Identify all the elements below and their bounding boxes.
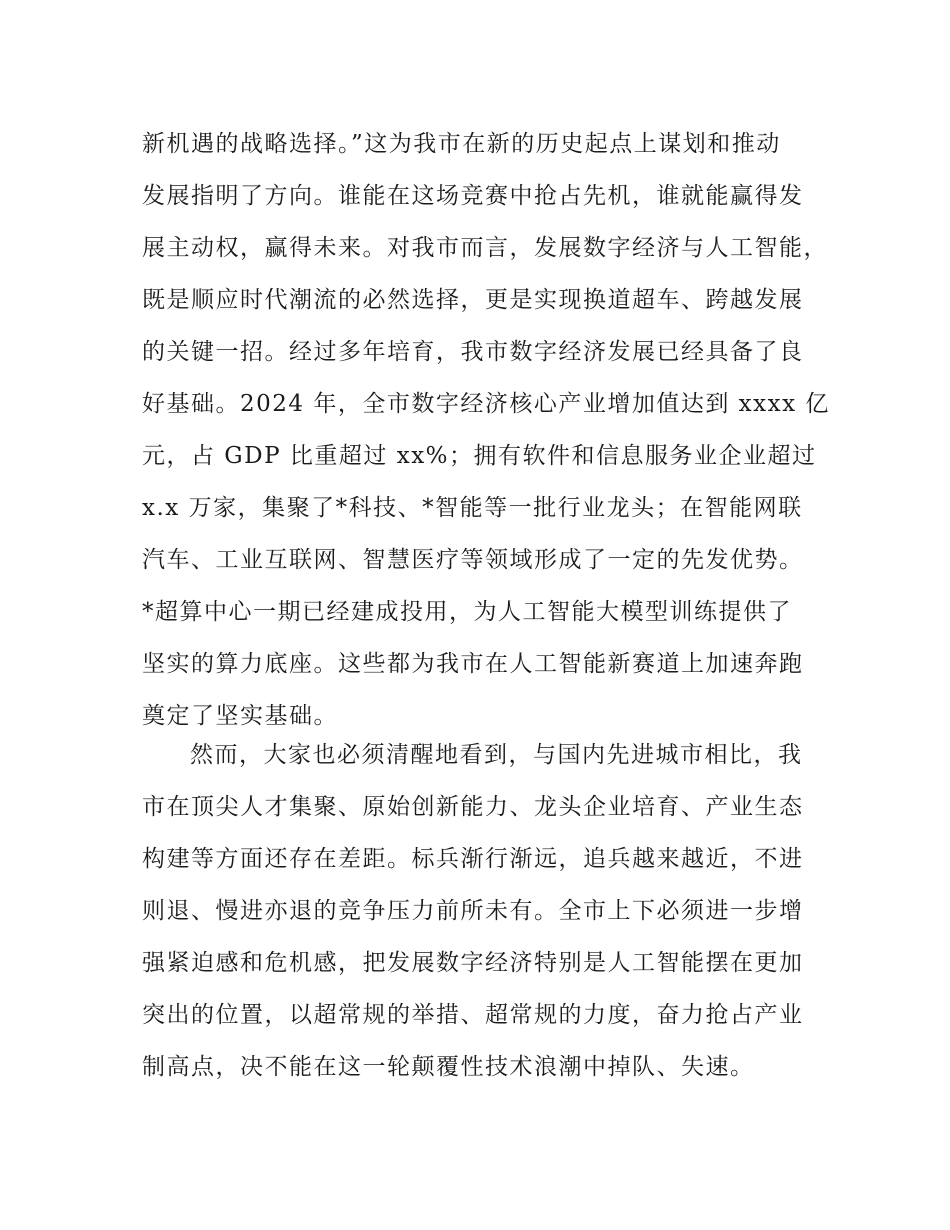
text-line: 奠定了坚实基础。: [142, 703, 338, 729]
text-line: *超算中心一期已经建成投用，为人工智能大模型训练提供了: [142, 599, 792, 625]
text-line: 市在顶尖人才集聚、原始创新能力、龙头企业培育、产业生态: [142, 794, 804, 820]
paragraph-2: [142, 729, 822, 1093]
text-line: 元，占 GDP 比重超过 xx%；拥有软件和信息服务业企业超过: [142, 443, 817, 469]
text-line: 然而，大家也必须清醒地看到，与国内先进城市相比，我: [190, 742, 803, 768]
paragraph-1: [142, 118, 830, 742]
text-line: x.x 万家，集聚了*科技、*智能等一批行业龙头；在智能网联: [142, 495, 803, 521]
text-line: 的关键一招。经过多年培育，我市数字经济发展已经具备了良: [142, 339, 804, 365]
text-line: 发展指明了方向。谁能在这场竞赛中抢占先机，谁就能赢得发: [142, 183, 804, 209]
text-line: 构建等方面还存在差距。标兵渐行渐远，追兵越来越近，不进: [142, 846, 804, 872]
text-line: 坚实的算力底座。这些都为我市在人工智能新赛道上加速奔跑: [142, 651, 804, 677]
text-line: 则退、慢进亦退的竞争压力前所未有。全市上下必须进一步增: [142, 898, 804, 924]
text-line: 展主动权，赢得未来。对我市而言，发展数字经济与人工智能，: [142, 235, 828, 261]
text-line: 既是顺应时代潮流的必然选择，更是实现换道超车、跨越发展: [142, 287, 804, 313]
text-line: 强紧迫感和危机感，把发展数字经济特别是人工智能摆在更加: [142, 950, 804, 976]
text-line: 突出的位置，以超常规的举措、超常规的力度，奋力抢占产业: [142, 1002, 804, 1028]
text-line: 新机遇的战略选择。”这为我市在新的历史起点上谋划和推动: [142, 131, 781, 157]
text-line: 汽车、工业互联网、智慧医疗等领域形成了一定的先发优势。: [142, 547, 804, 573]
text-line: 制高点，决不能在这一轮颠覆性技术浪潮中掉队、失速。: [142, 1054, 755, 1080]
text-line: 好基础。2024 年，全市数字经济核心产业增加值达到 xxxx 亿: [142, 391, 830, 417]
